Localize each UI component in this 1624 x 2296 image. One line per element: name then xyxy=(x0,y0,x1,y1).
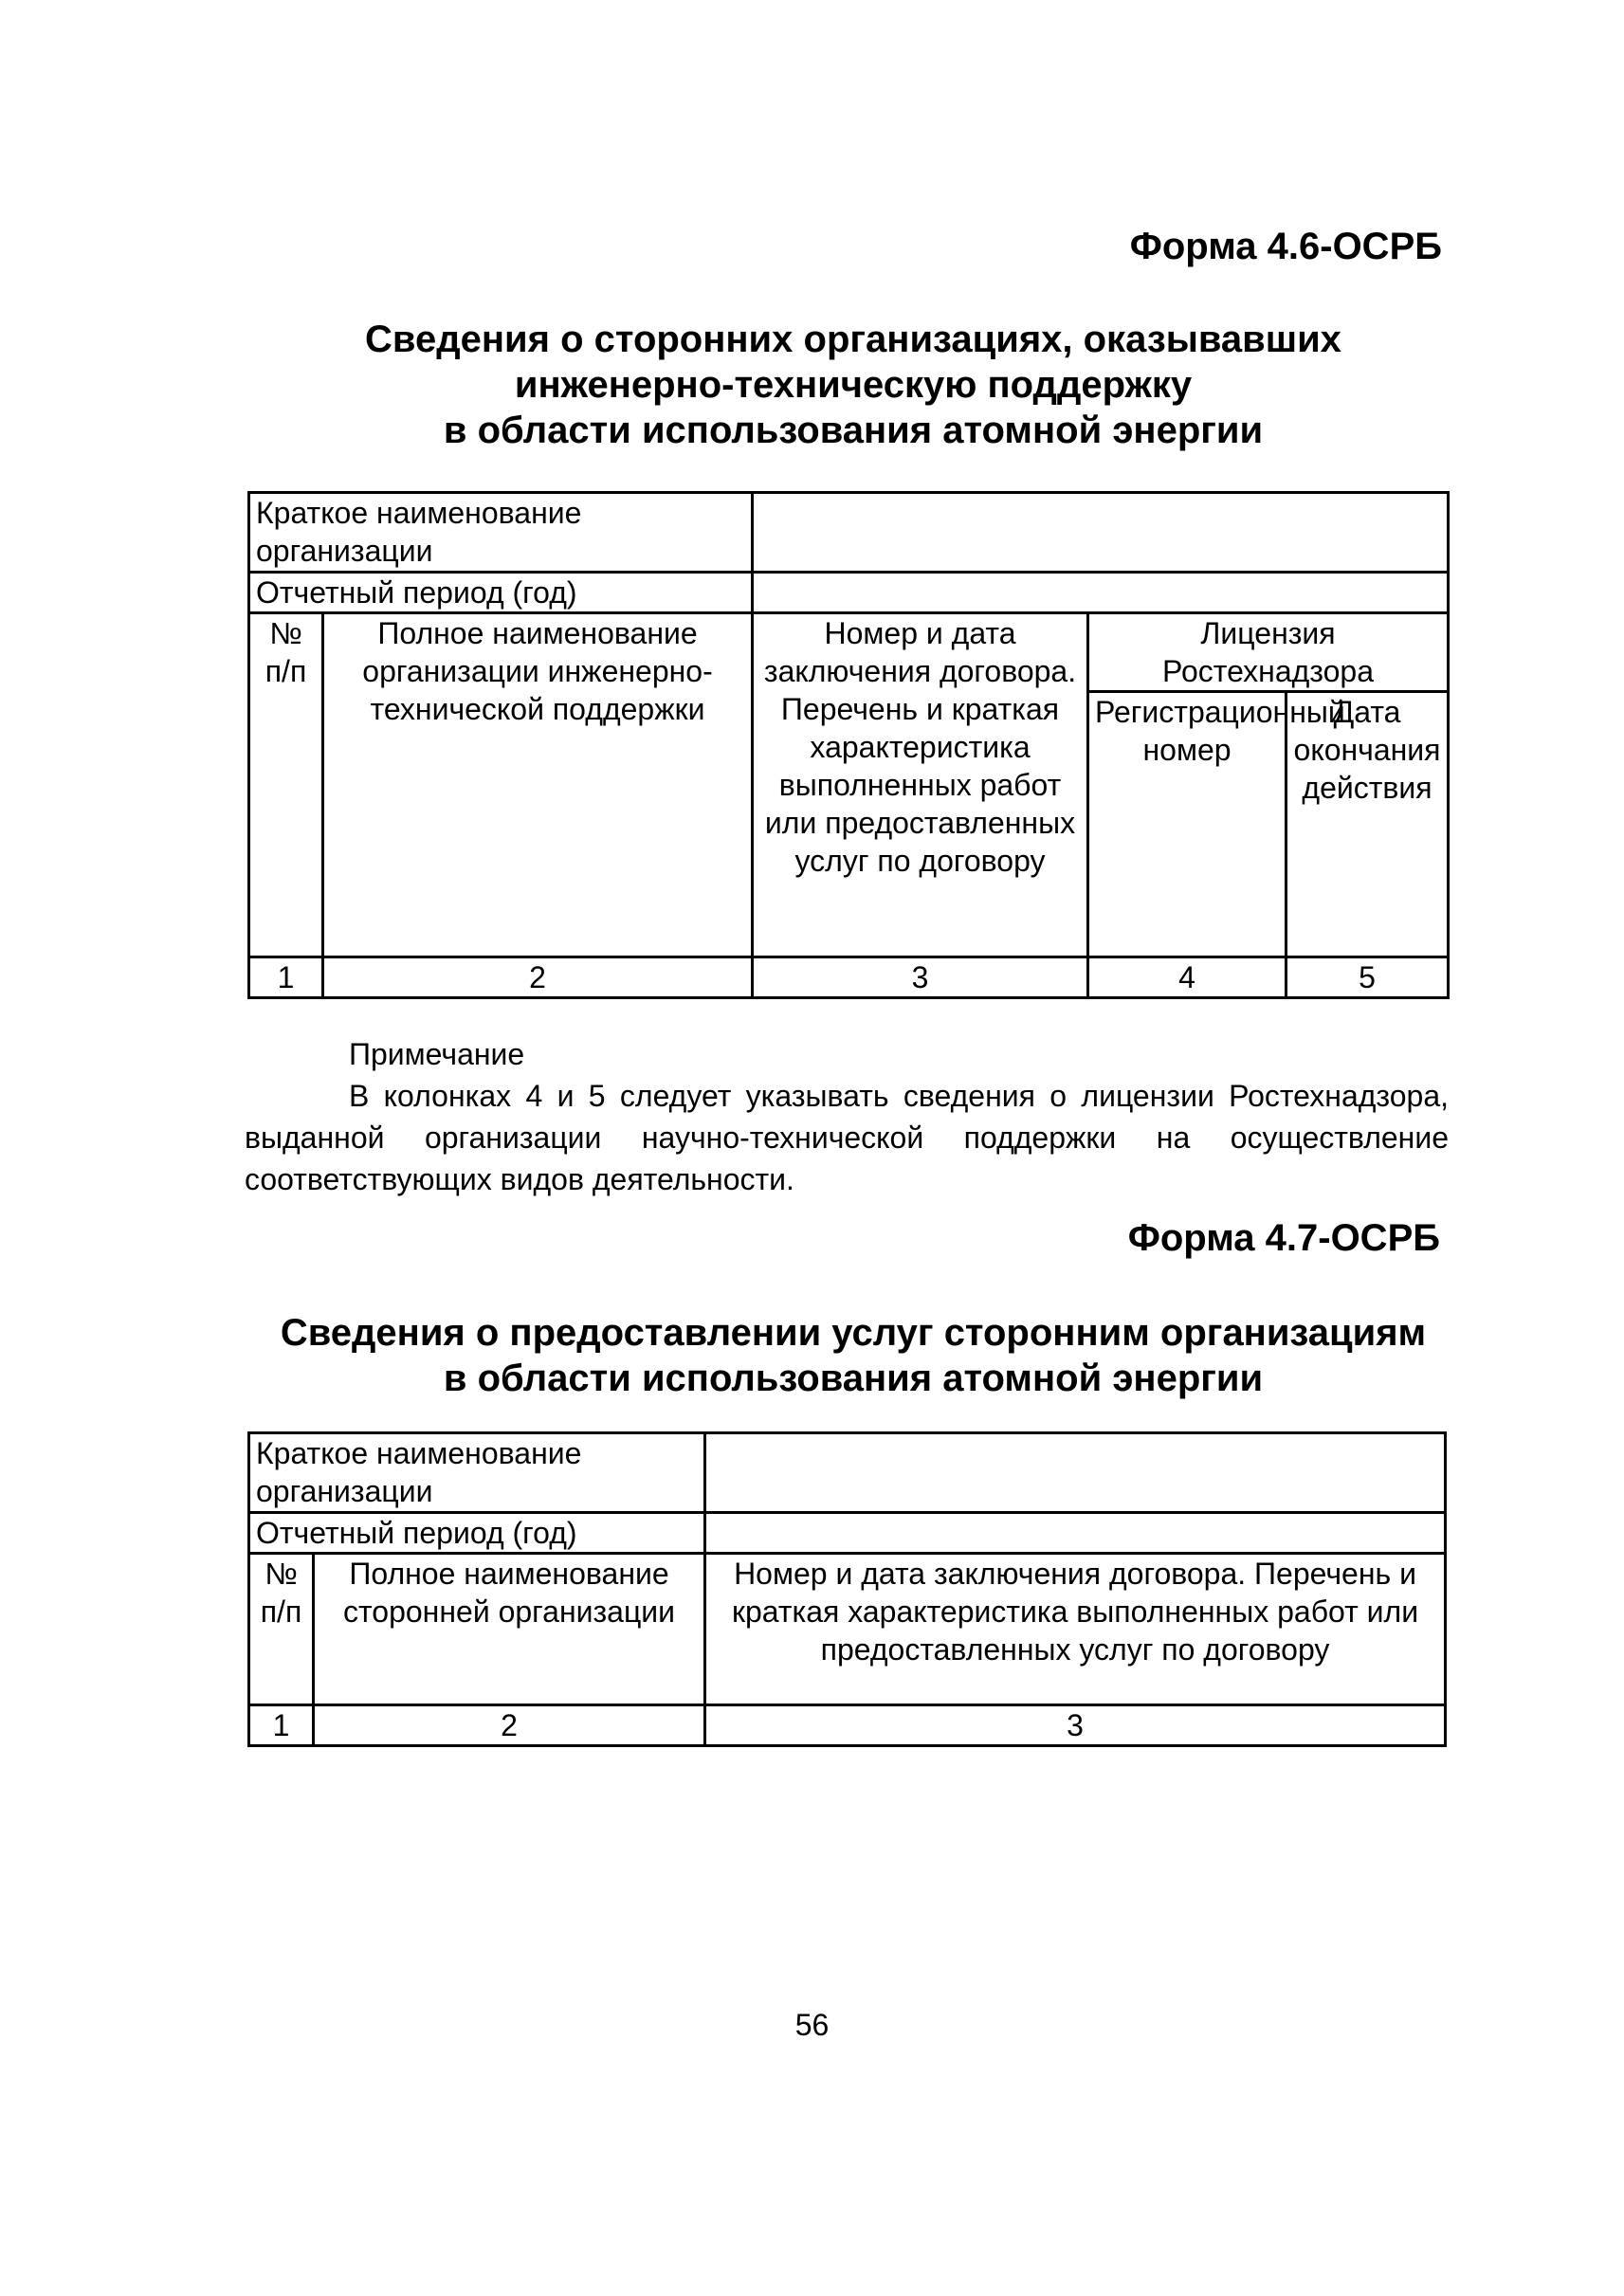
form-4-7-table xyxy=(247,1431,1447,1747)
column-number: 2 xyxy=(323,957,753,998)
short-name-label: Краткое наименование организации xyxy=(249,1433,705,1513)
short-name-label: Краткое наименование организации xyxy=(249,493,753,573)
col-full-name-header: Полное наименование сторонней организации xyxy=(314,1554,705,1705)
period-value xyxy=(705,1513,1446,1554)
form-4-6-title xyxy=(237,317,1469,453)
page-number: 56 xyxy=(794,2008,830,2042)
period-value xyxy=(753,573,1449,613)
col-license-header: Лицензия Ростехнадзора xyxy=(1088,613,1449,692)
column-number: 3 xyxy=(705,1705,1446,1746)
column-number: 4 xyxy=(1088,957,1286,998)
col-no-header: № п/п xyxy=(249,1554,314,1705)
form-4-7-title xyxy=(237,1310,1469,1401)
col-expiry-header: Дата окончания действия xyxy=(1286,692,1449,957)
short-name-value xyxy=(705,1433,1446,1513)
column-number: 5 xyxy=(1286,957,1449,998)
period-label: Отчетный период (год) xyxy=(249,1513,705,1554)
column-number: 2 xyxy=(314,1705,705,1746)
form-4-6-table xyxy=(247,491,1450,999)
column-number: 1 xyxy=(249,1705,314,1746)
title-line: Сведения о сторонних организациях, оказывавших xyxy=(365,319,1341,360)
column-number: 3 xyxy=(753,957,1088,998)
period-label: Отчетный период (год) xyxy=(249,573,753,613)
title-line: в области использования атомной энергии xyxy=(443,410,1264,451)
form-4-7-label: Форма 4.7-ОСРБ xyxy=(1127,1217,1440,1259)
col-reg-number-header: Регистрационный номер xyxy=(1088,692,1286,957)
note-text: В колонках 4 и 5 следует указывать сведения о лицензии Ростехнадзора, выданной организации научно-технической поддержки на осуществление соответствующих видов деятельности. xyxy=(245,1079,1449,1196)
col-no-header: № п/п xyxy=(249,613,323,957)
note-heading: Примечание xyxy=(349,1037,525,1071)
col-contract-header: Номер и дата заключения договора. Перечень и краткая характеристика выполненных работ или предоставленных услуг по договору xyxy=(705,1554,1446,1705)
title-line: Сведения о предоставлении услуг сторонним организациям xyxy=(280,1312,1427,1354)
short-name-value xyxy=(753,493,1449,573)
note-block xyxy=(245,1033,1449,1200)
col-full-name-header: Полное наименование организации инженерно-технической поддержки xyxy=(323,613,753,957)
col-contract-header: Номер и дата заключения договора. Перечень и краткая характеристика выполненных работ или предоставленных услуг по договору xyxy=(753,613,1088,957)
title-line: в области использования атомной энергии xyxy=(443,1358,1264,1399)
column-number: 1 xyxy=(249,957,323,998)
form-4-6-label: Форма 4.6-ОСРБ xyxy=(1129,226,1442,267)
title-line: инженерно-техническую поддержку xyxy=(514,364,1193,406)
